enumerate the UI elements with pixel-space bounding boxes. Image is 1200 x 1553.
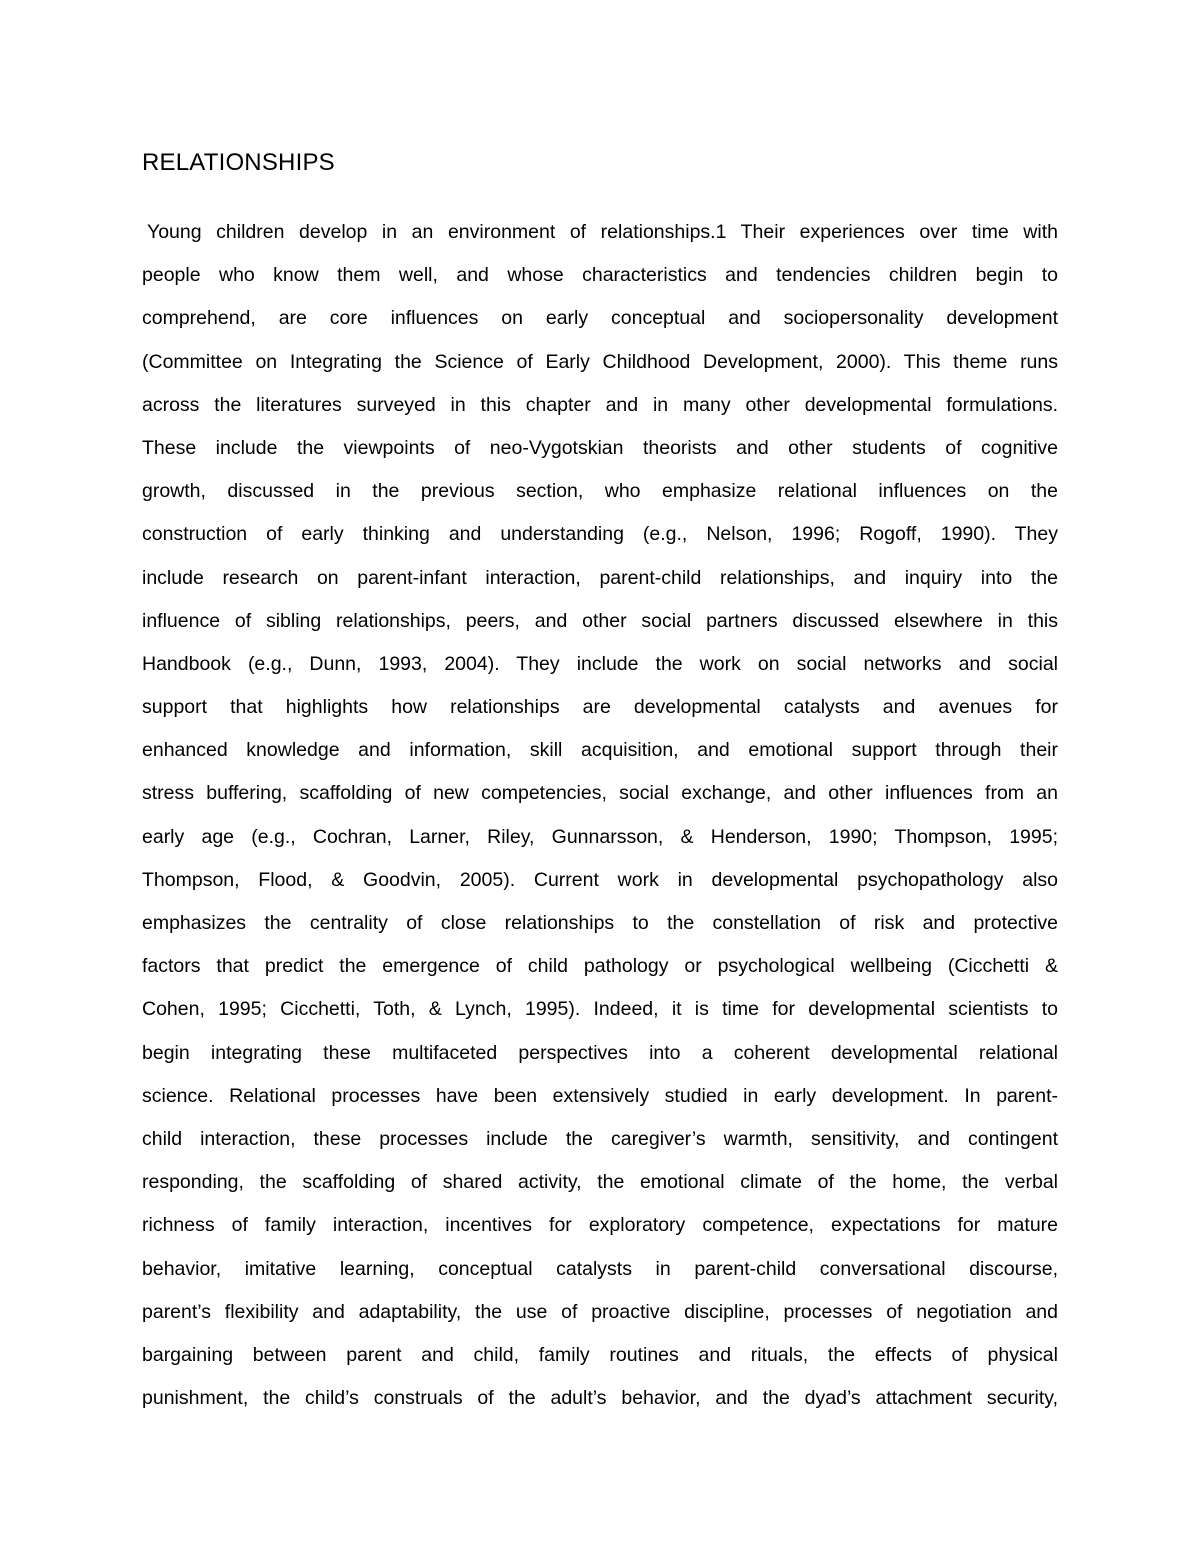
paragraph-line: begin integrating these multifaceted perspectives into a coherent developmental relational (142, 1041, 1058, 1064)
paragraph-line: responding, the scaffolding of shared activity, the emotional climate of the home, the verbal (142, 1171, 1058, 1194)
paragraph-line: Young children develop in an environment of relationships.1 Their experiences over time with (147, 221, 1058, 243)
document-title: RELATIONSHIPS (142, 149, 335, 176)
paragraph-line: These include the viewpoints of neo-Vygotskian theorists and other students of cognitive (142, 436, 1058, 459)
paragraph-line: enhanced knowledge and information, skill acquisition, and emotional support through their (142, 739, 1058, 762)
paragraph-line: punishment, the child’s construals of the adult’s behavior, and the dyad’s attachment security, (142, 1387, 1058, 1410)
paragraph-line: factors that predict the emergence of child pathology or psychological wellbeing (Cicchetti & (142, 955, 1058, 978)
paragraph-line: behavior, imitative learning, conceptual catalysts in parent-child conversational discourse, (142, 1257, 1058, 1280)
paragraph-line: parent’s flexibility and adaptability, the use of proactive discipline, processes of negotiation and (142, 1300, 1058, 1323)
paragraph-line: child interaction, these processes include the caregiver’s warmth, sensitivity, and contingent (142, 1127, 1058, 1150)
paragraph-line: emphasizes the centrality of close relationships to the constellation of risk and protective (142, 912, 1058, 934)
paragraph-line: comprehend, are core influences on early conceptual and sociopersonality development (142, 307, 1058, 330)
paragraph-line: (Committee on Integrating the Science of Early Childhood Development, 2000). This theme runs (142, 350, 1058, 373)
paragraph-line: richness of family interaction, incentives for exploratory competence, expectations for mature (142, 1214, 1058, 1237)
paragraph-line: include research on parent-infant interaction, parent-child relationships, and inquiry into the (142, 566, 1058, 589)
paragraph-line: early age (e.g., Cochran, Larner, Riley, Gunnarsson, & Henderson, 1990; Thompson, 1995; (142, 825, 1058, 848)
paragraph-line: growth, discussed in the previous section, who emphasize relational influences on the (142, 480, 1058, 503)
paragraph-line: people who know them well, and whose characteristics and tendencies children begin to (142, 264, 1058, 287)
paragraph-line: bargaining between parent and child, family routines and rituals, the effects of physical (142, 1343, 1058, 1366)
document-body (142, 214, 1058, 1423)
paragraph-line: influence of sibling relationships, peers, and other social partners discussed elsewhere in this (142, 609, 1058, 632)
paragraph-line: stress buffering, scaffolding of new competencies, social exchange, and other influences from an (142, 782, 1058, 805)
paragraph-line: construction of early thinking and understanding (e.g., Nelson, 1996; Rogoff, 1990). They (142, 523, 1058, 546)
paragraph-line: Thompson, Flood, & Goodvin, 2005). Current work in developmental psychopathology also (142, 868, 1058, 891)
paragraph-line: Cohen, 1995; Cicchetti, Toth, & Lynch, 1995). Indeed, it is time for developmental scientists to (142, 998, 1058, 1021)
paragraph-line: support that highlights how relationships are developmental catalysts and avenues for (142, 696, 1058, 719)
paragraph-line: across the literatures surveyed in this chapter and in many other developmental formulations. (142, 393, 1058, 416)
paragraph-line: Handbook (e.g., Dunn, 1993, 2004). They include the work on social networks and social (142, 652, 1058, 675)
paragraph-line: science. Relational processes have been extensively studied in early development. In parent- (142, 1084, 1058, 1107)
